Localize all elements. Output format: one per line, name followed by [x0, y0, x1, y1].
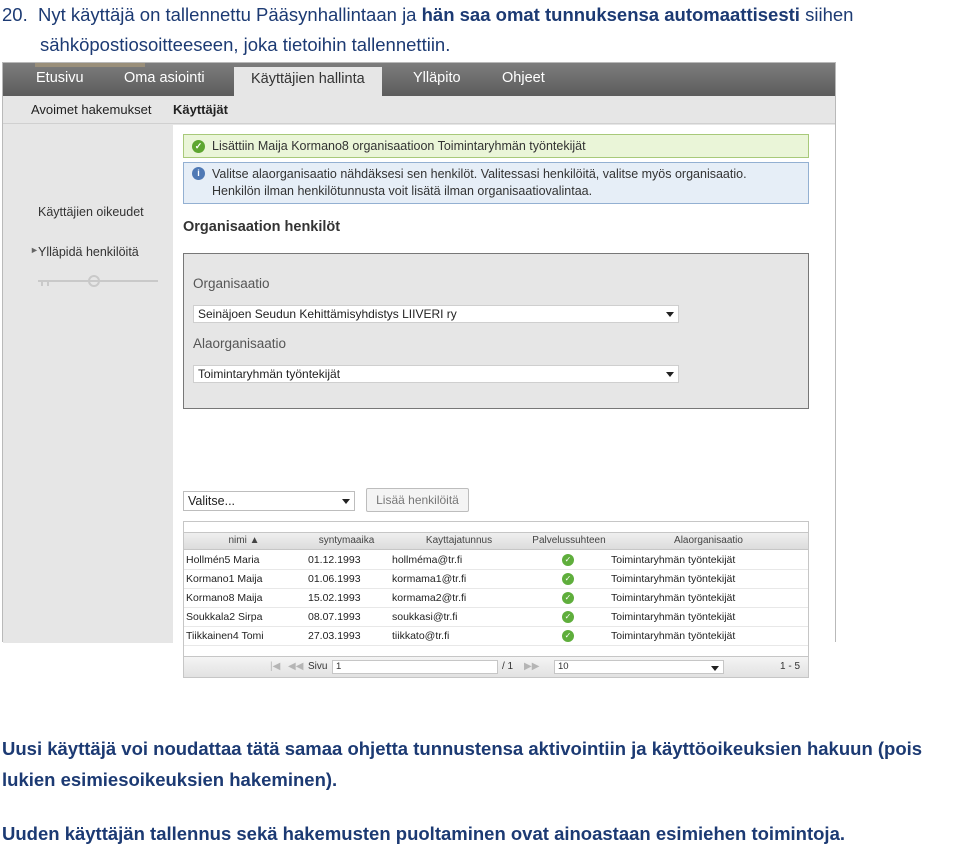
success-message	[183, 134, 809, 158]
top-navigation	[3, 63, 835, 96]
info-message-line1: Valitse alaorganisaatio nähdäksesi sen henkilöt. Valitessasi henkilöitä, valitse myös organisaatio.	[212, 167, 747, 181]
action-select[interactable]	[183, 491, 355, 511]
cell-birthdate: 15.02.1993	[308, 592, 361, 604]
main-content	[173, 125, 835, 672]
step-text-bold: hän saa omat tunnuksensa automaattisesti	[421, 4, 800, 25]
page-size-select[interactable]	[554, 660, 724, 674]
step-text-line2: sähköpostiosoitteeseen, joka tietoihin tallennettiin.	[40, 34, 451, 55]
step-text-b: siihen	[799, 4, 854, 25]
organisation-label: Organisaatio	[193, 276, 270, 291]
key-decoration-icon	[38, 275, 158, 287]
cell-username: kormama1@tr.fi	[392, 573, 467, 585]
check-icon: ✓	[562, 611, 574, 623]
nav-accent-stripe	[35, 63, 145, 67]
table-row[interactable]	[184, 570, 808, 589]
check-icon: ✓	[562, 630, 574, 642]
organisation-filter-panel	[183, 253, 809, 409]
cell-suborganisation: Toimintaryhmän työntekijät	[611, 611, 736, 623]
page-count: / 1	[502, 661, 514, 672]
check-circle-icon: ✓	[192, 140, 205, 153]
sidebar	[3, 125, 173, 643]
step-instruction	[2, 0, 958, 60]
table-row[interactable]	[184, 627, 808, 646]
cell-birthdate: 27.03.1993	[308, 630, 361, 642]
table-row[interactable]	[184, 589, 808, 608]
add-persons-button[interactable]: Lisää henkilöitä	[366, 488, 469, 512]
cell-suborganisation: Toimintaryhmän työntekijät	[611, 592, 736, 604]
organisation-select-value: Seinäjoen Seudun Kehittämisyhdistys LIIVERI ry	[198, 307, 457, 321]
prev-page-icon[interactable]: ◀◀	[288, 661, 304, 672]
cell-name: Kormano1 Maija	[186, 573, 263, 585]
page-input[interactable]: 1	[332, 660, 498, 674]
cell-name: Tiikkainen4 Tomi	[186, 630, 264, 642]
pager-label: Sivu	[308, 661, 328, 672]
column-header-name[interactable]: nimi ▲	[228, 535, 260, 546]
column-header-username[interactable]: Kayttajatunnus	[425, 535, 493, 546]
cell-username: hollméma@tr.fi	[392, 554, 463, 566]
column-header-birthdate[interactable]: syntymaaika	[318, 535, 375, 546]
cell-name: Soukkala2 Sirpa	[186, 611, 263, 623]
section-title: Organisaation henkilöt	[183, 219, 341, 235]
persons-table	[183, 521, 809, 678]
subtab-avoimet-hakemukset[interactable]: Avoimet hakemukset	[31, 102, 152, 117]
table-row[interactable]	[184, 551, 808, 570]
paragraph-activation: Uusi käyttäjä voi noudattaa tätä samaa ohjetta tunnustensa aktivointiin ja käyttöoikeuksien hakuun (pois lukien esimiesoikeuksien hakeminen).	[2, 738, 923, 790]
info-message	[183, 162, 809, 204]
page-size-value: 10	[558, 661, 569, 672]
action-select-value: Valitse...	[188, 494, 236, 508]
dropdown-arrow-icon	[342, 499, 350, 504]
column-header-employment[interactable]: Palvelussuhteen	[532, 535, 606, 546]
tab-kayttajien-hallinta[interactable]: Käyttäjien hallinta	[234, 67, 382, 96]
check-icon: ✓	[562, 554, 574, 566]
check-icon: ✓	[562, 592, 574, 604]
app-screenshot	[2, 62, 836, 672]
suborganisation-select[interactable]	[193, 365, 679, 383]
step-text-a: Nyt käyttäjä on tallennettu Pääsynhallintaan ja	[38, 4, 422, 25]
cell-birthdate: 08.07.1993	[308, 611, 361, 623]
tab-ohjeet[interactable]: Ohjeet	[502, 70, 545, 86]
tab-yllapito[interactable]: Ylläpito	[413, 70, 461, 86]
table-header	[184, 532, 808, 550]
cell-username: tiikkato@tr.fi	[392, 630, 450, 642]
table-row[interactable]	[184, 608, 808, 627]
dropdown-arrow-icon	[666, 312, 674, 317]
sidebar-item-yllapida-henkiloita[interactable]: Ylläpidä henkilöitä	[38, 245, 139, 259]
cell-name: Kormano8 Maija	[186, 592, 263, 604]
check-icon: ✓	[562, 573, 574, 585]
table-pager	[184, 656, 808, 677]
step-number: 20.	[2, 4, 28, 25]
info-message-line2: Henkilön ilman henkilötunnusta voit lisätä ilman organisaatiovalintaa.	[212, 184, 593, 198]
cell-birthdate: 01.06.1993	[308, 573, 361, 585]
cell-username: kormama2@tr.fi	[392, 592, 467, 604]
sub-navigation	[3, 96, 835, 124]
tab-etusivu[interactable]: Etusivu	[36, 70, 84, 86]
success-message-text: Lisättiin Maija Kormano8 organisaatioon Toimintaryhmän työntekijät	[212, 139, 586, 153]
sidebar-item-kayttajien-oikeudet[interactable]: Käyttäjien oikeudet	[38, 205, 144, 219]
cell-birthdate: 01.12.1993	[308, 554, 361, 566]
cell-suborganisation: Toimintaryhmän työntekijät	[611, 573, 736, 585]
cell-name: Hollmén5 Maria	[186, 554, 260, 566]
suborganisation-label: Alaorganisaatio	[193, 336, 287, 351]
dropdown-arrow-icon	[711, 666, 719, 671]
paragraph-supervisor: Uuden käyttäjän tallennus sekä hakemusten puoltaminen ovat ainoastaan esimiehen toimintoja.	[2, 823, 845, 844]
chevron-right-icon: ►	[30, 245, 39, 255]
cell-suborganisation: Toimintaryhmän työntekijät	[611, 630, 736, 642]
first-page-icon[interactable]: |◀	[270, 661, 281, 672]
tab-oma-asiointi[interactable]: Oma asiointi	[124, 70, 205, 86]
info-icon: i	[192, 167, 205, 180]
organisation-select[interactable]	[193, 305, 679, 323]
subtab-kayttajat[interactable]: Käyttäjät	[173, 102, 228, 117]
record-range: 1 - 5	[780, 661, 801, 672]
cell-suborganisation: Toimintaryhmän työntekijät	[611, 554, 736, 566]
suborganisation-select-value: Toimintaryhmän työntekijät	[198, 367, 341, 381]
dropdown-arrow-icon	[666, 372, 674, 377]
next-page-icon[interactable]: ▶▶	[524, 661, 540, 672]
column-header-suborganisation[interactable]: Alaorganisaatio	[674, 535, 743, 546]
cell-username: soukkasi@tr.fi	[392, 611, 458, 623]
